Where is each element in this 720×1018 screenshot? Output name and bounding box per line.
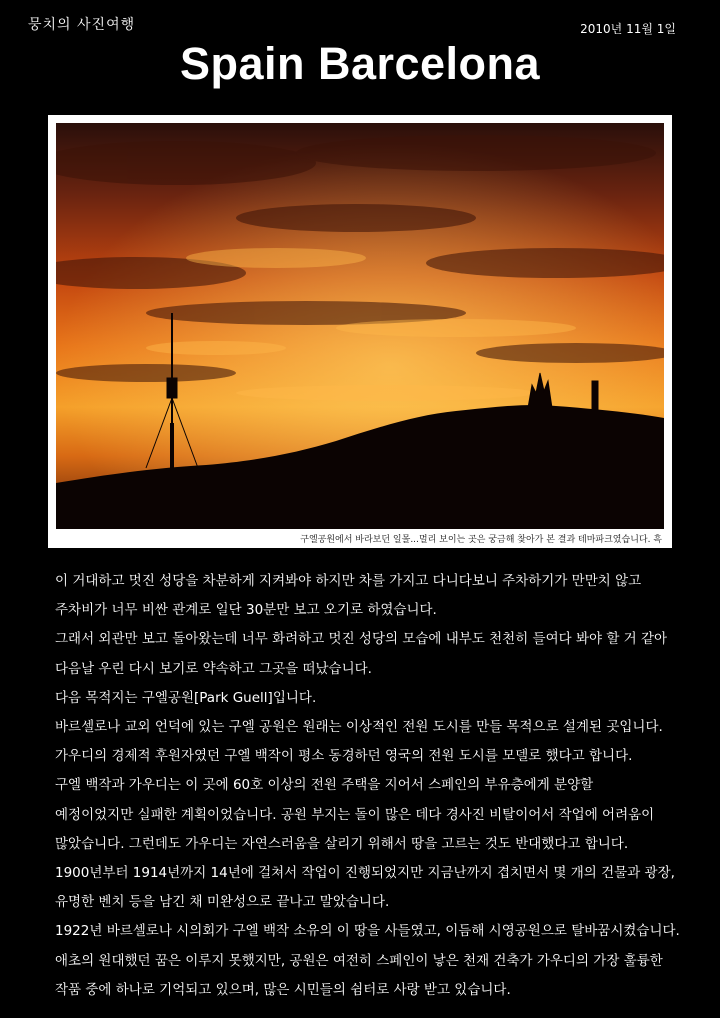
body-line: 주차비가 너무 비싼 관계로 일단 30분만 보고 오기로 하였습니다. bbox=[55, 602, 437, 619]
article-body bbox=[55, 567, 695, 1005]
body-line: 가우디의 경제적 후원자였던 구엘 백작이 평소 동경하던 영국의 전원 도시를 모델로 했다고 합니다. bbox=[55, 748, 633, 765]
body-line: 다음날 우린 다시 보기로 약속하고 그곳을 떠났습니다. bbox=[55, 660, 372, 677]
body-line: 이 거대하고 멋진 성당을 차분하게 지켜봐야 하지만 차를 가지고 다니다보니 주차하기가 만만치 않고 bbox=[55, 573, 642, 589]
body-line: 유명한 벤치 등을 남긴 채 미완성으로 끝나고 말았습니다. bbox=[55, 894, 390, 911]
body-line: 다음 목적지는 구엘공원[Park Guell]입니다. bbox=[55, 689, 317, 706]
body-line: 예정이었지만 실패한 계획이었습니다. 공원 부지는 돌이 많은 데다 경사진 비탈이어서 작업에 어려움이 bbox=[55, 806, 655, 823]
post-date: 2010년 11월 1일 bbox=[580, 22, 676, 36]
body-line: 많았습니다. 그런데도 가우디는 자연스러움을 살리기 위해서 땅을 고르는 것도 반대했다고 합니다. bbox=[55, 835, 629, 852]
body-line: 1900년부터 1914년까지 14년에 걸쳐서 작업이 진행되었지만 지금난까지 겹치면서 몇 개의 건물과 광장, bbox=[55, 865, 675, 882]
blog-name: 뭉치의 사진여행 bbox=[28, 17, 136, 33]
body-line: 그래서 외관만 보고 돌아왔는데 너무 화려하고 멋진 성당의 모습에 내부도 천천히 들여다 봐야 할 거 같아 bbox=[55, 631, 668, 648]
photo-caption: 구엘공원에서 바라보던 일몰...멀리 보이는 곳은 궁금해 찾아가 본 결과 테마파크였습니다. 흑 bbox=[300, 535, 662, 545]
body-line: 작품 중에 하나로 기억되고 있으며, 많은 시민들의 쉼터로 사랑 받고 있습니다. bbox=[55, 981, 511, 998]
body-line: 구엘 백작과 가우디는 이 곳에 60호 이상의 전원 주택을 지어서 스페인의 부유층에게 분양할 bbox=[55, 777, 594, 794]
body-line: 애초의 원대했던 꿈은 이루지 못했지만, 공원은 여전히 스페인이 낳은 천재 건축가 가우디의 가장 훌륭한 bbox=[55, 952, 663, 969]
page-title: Spain Barcelona bbox=[179, 38, 541, 89]
sunset-image bbox=[56, 123, 664, 529]
body-line: 바르셀로나 교외 언덕에 있는 구엘 공원은 원래는 이상적인 전원 도시를 만들 목적으로 설계된 곳입니다. bbox=[55, 719, 663, 736]
body-line: 1922년 바르셀로나 시의회가 구엘 백작 소유의 이 땅을 사들였고, 이듬해 시영공원으로 탈바꿈시켰습니다. bbox=[55, 923, 680, 940]
photo-frame bbox=[48, 115, 672, 548]
sunset-photo bbox=[56, 123, 664, 529]
